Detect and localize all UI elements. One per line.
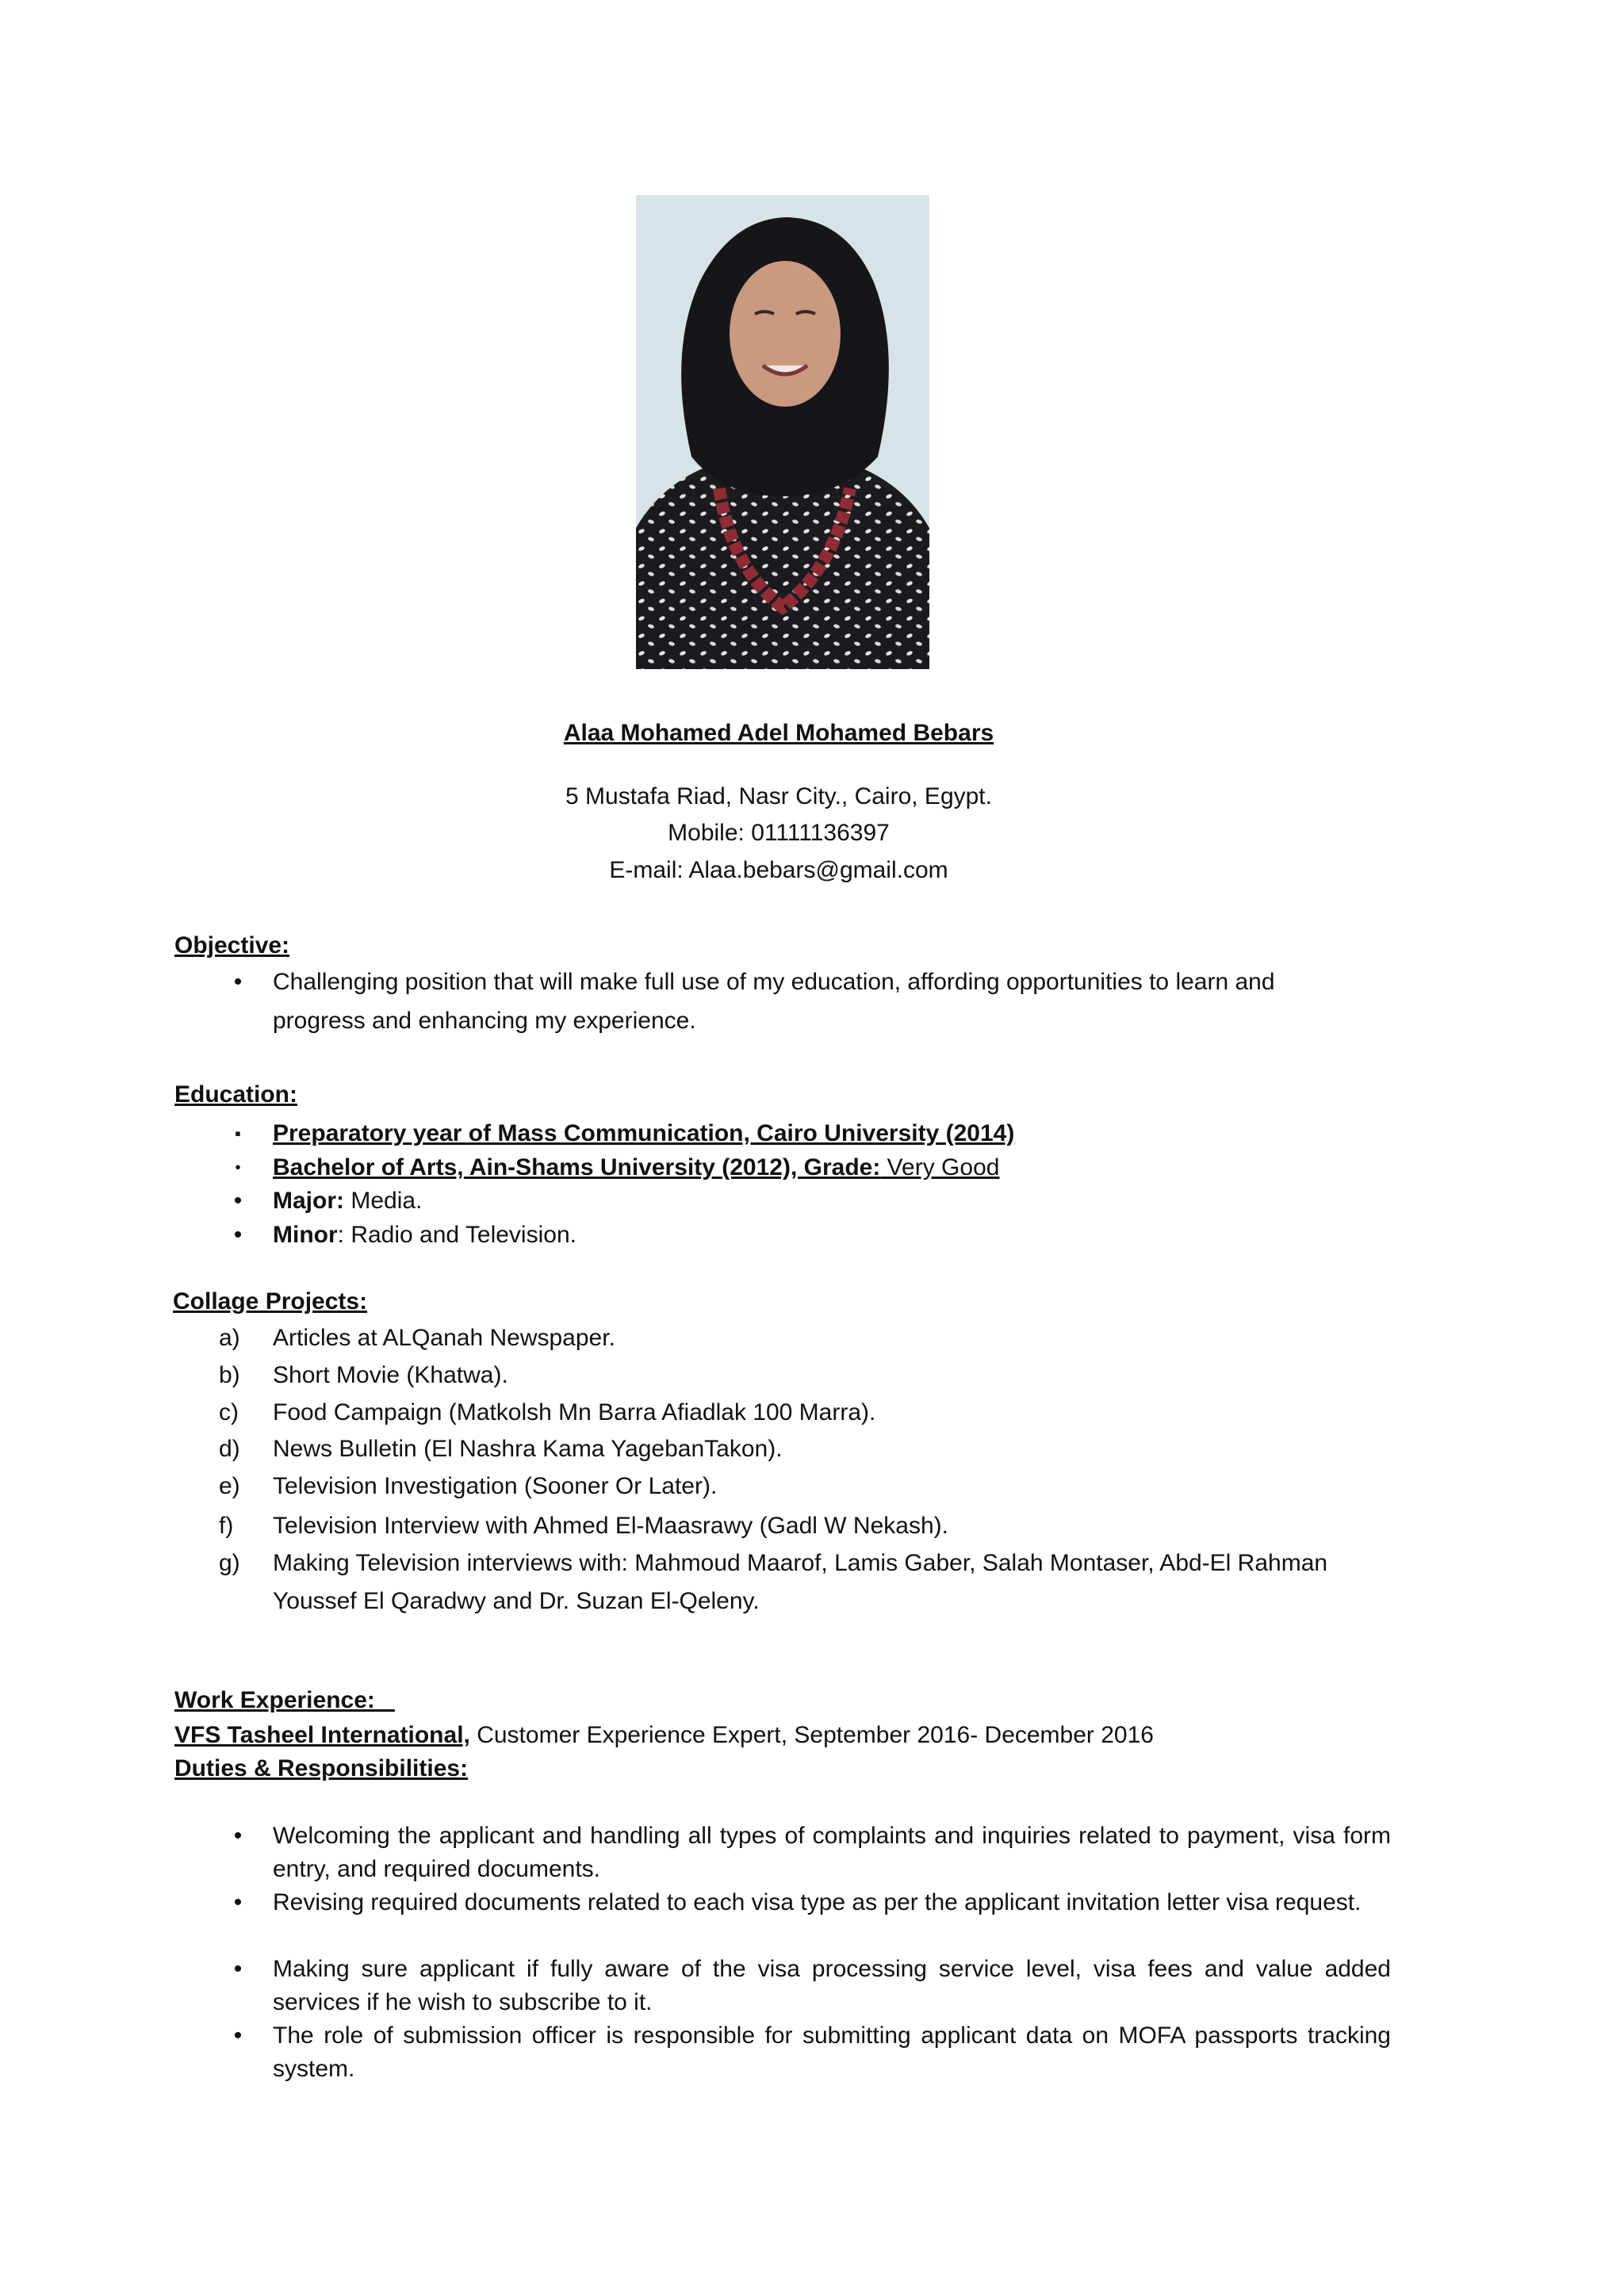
education-item-preparatory: Preparatory year of Mass Communication, Cairo University (2014) bbox=[273, 1120, 1015, 1146]
objective-heading: Objective: bbox=[174, 932, 290, 959]
company-name: VFS Tasheel International, bbox=[174, 1722, 470, 1748]
small-bullet-icon: • bbox=[235, 1159, 241, 1177]
list-item: Television Investigation (Sooner Or Later). bbox=[273, 1473, 718, 1499]
education-heading: Education: bbox=[174, 1081, 297, 1108]
list-marker: c) bbox=[219, 1399, 239, 1425]
list-marker: b) bbox=[219, 1362, 240, 1388]
minor-value: : Radio and Television. bbox=[337, 1222, 576, 1248]
job-role-dates: Customer Experience Expert, September 2016- December 2016 bbox=[469, 1722, 1154, 1748]
portrait-image bbox=[636, 195, 929, 669]
bullet-icon: • bbox=[233, 2022, 243, 2049]
list-item: Articles at ALQanah Newspaper. bbox=[273, 1325, 615, 1351]
bullet-icon: • bbox=[233, 1188, 243, 1214]
list-marker: f) bbox=[219, 1513, 234, 1539]
work-experience-heading bbox=[174, 1689, 395, 1712]
projects-heading: Collage Projects: bbox=[173, 1288, 368, 1314]
education-item-minor bbox=[273, 1223, 1391, 1247]
education-item-major bbox=[273, 1189, 1391, 1213]
mobile-number: Mobile: 01111136397 bbox=[668, 820, 890, 846]
education-item-bachelor bbox=[273, 1156, 1391, 1180]
duty-item: The role of submission officer is responsible for submitting applicant data on MOFA passports tracking system. bbox=[273, 2022, 1391, 2082]
grade-value: Very Good bbox=[880, 1154, 1000, 1181]
bullet-icon: • bbox=[233, 1956, 243, 1982]
list-marker: g) bbox=[219, 1550, 240, 1576]
duties-heading: Duties & Responsibilities: bbox=[174, 1755, 469, 1781]
duty-item: Revising required documents related to each visa type as per the applicant invitation letter visa request. bbox=[273, 1889, 1362, 1915]
address: 5 Mustafa Riad, Nasr City., Cairo, Egypt. bbox=[565, 783, 992, 809]
list-marker: e) bbox=[219, 1473, 240, 1499]
list-item-continuation: Youssef El Qaradwy and Dr. Suzan El-Qeleny. bbox=[273, 1588, 760, 1614]
profile-photo bbox=[636, 195, 929, 669]
major-value: Media. bbox=[344, 1188, 423, 1214]
list-item: Television Interview with Ahmed El-Maasrawy (Gadl W Nekash). bbox=[273, 1513, 948, 1539]
bullet-icon: • bbox=[233, 1222, 243, 1248]
major-label: Major: bbox=[273, 1188, 344, 1214]
square-bullet-icon: ▪ bbox=[235, 1123, 241, 1143]
list-item: News Bulletin (El Nashra Kama YagebanTakon). bbox=[273, 1436, 783, 1462]
objective-text-line2: progress and enhancing my experience. bbox=[273, 1008, 696, 1034]
job-entry bbox=[174, 1724, 1443, 1747]
minor-label: Minor bbox=[273, 1222, 338, 1248]
list-item: Short Movie (Khatwa). bbox=[273, 1362, 508, 1388]
work-experience-heading-text: Work Experience: bbox=[174, 1687, 375, 1713]
objective-text-line1: Challenging position that will make full use of my education, affording opportunities to learn and bbox=[273, 969, 1275, 995]
bullet-icon: • bbox=[233, 1889, 243, 1915]
duty-item: Making sure applicant if fully aware of the visa processing service level, visa fees and value added services if he wish to subscribe to it. bbox=[273, 1956, 1391, 2015]
bullet-icon: • bbox=[233, 969, 243, 995]
list-item: Making Television interviews with: Mahmoud Maarof, Lamis Gaber, Salah Montaser, Abd-El Rahman bbox=[273, 1550, 1328, 1576]
bullet-icon: • bbox=[233, 1823, 243, 1849]
list-item: Food Campaign (Matkolsh Mn Barra Afiadlak 100 Marra). bbox=[273, 1399, 876, 1425]
list-marker: d) bbox=[219, 1436, 240, 1462]
bachelor-label: Bachelor of Arts, Ain-Shams University (2012), Grade: bbox=[273, 1154, 881, 1181]
list-marker: a) bbox=[219, 1325, 240, 1351]
email-address: E-mail: Alaa.bebars@gmail.com bbox=[609, 857, 948, 883]
duty-item: Welcoming the applicant and handling all types of complaints and inquiries related to payment, visa form entry, and required documents. bbox=[273, 1823, 1391, 1882]
candidate-name: Alaa Mohamed Adel Mohamed Bebars bbox=[563, 720, 994, 746]
